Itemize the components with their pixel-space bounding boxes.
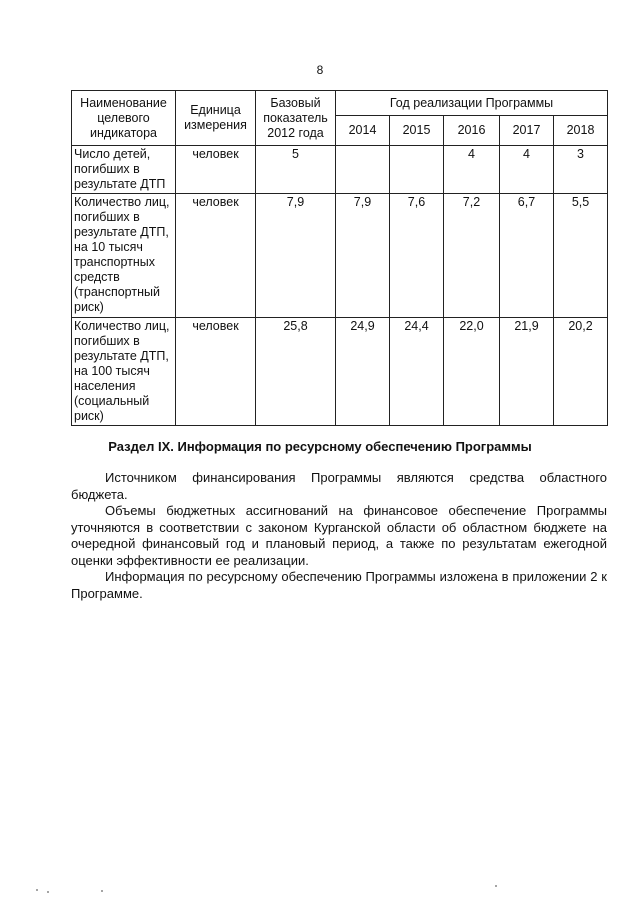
row-value-2016: 4 <box>444 146 500 194</box>
paragraph-funding-source: Источником финансирования Программы являются средства областного бюджета. <box>71 470 607 502</box>
row-value-2014 <box>336 146 390 194</box>
paragraph-appendix-reference: Информация по ресурсному обеспечению Программы изложена в приложении 2 к Программе. <box>71 569 607 601</box>
row-value-2017: 4 <box>500 146 554 194</box>
indicators-table <box>71 90 608 426</box>
header-year-2016: 2016 <box>444 116 500 146</box>
header-year-2017: 2017 <box>500 116 554 146</box>
table-row <box>72 194 608 318</box>
scan-speck <box>495 885 497 887</box>
section-body <box>71 470 607 602</box>
paragraph-budget-allocations: Объемы бюджетных ассигнований на финансовое обеспечение Программы уточняются в соответствии с законом Курганской области об областном бюджете на очередной финансовый год и плановый период, а также по результатам ежегодной оценки эффективности ее реализации. <box>71 503 607 568</box>
header-year-2014: 2014 <box>336 116 390 146</box>
row-value-2015: 24,4 <box>390 318 444 426</box>
table-row <box>72 318 608 426</box>
row-indicator-name: Число детей, погибших в результате ДТП <box>72 146 176 194</box>
header-indicator-name: Наименование целевого индикатора <box>72 91 176 146</box>
row-unit: человек <box>176 318 256 426</box>
header-year-2018: 2018 <box>554 116 608 146</box>
row-value-2014: 24,9 <box>336 318 390 426</box>
scan-speck <box>36 889 38 891</box>
row-value-2015: 7,6 <box>390 194 444 318</box>
row-value-2017: 6,7 <box>500 194 554 318</box>
row-value-2018: 3 <box>554 146 608 194</box>
scan-speck <box>101 890 103 892</box>
row-value-2018: 20,2 <box>554 318 608 426</box>
row-base-value: 25,8 <box>256 318 336 426</box>
row-unit: человек <box>176 146 256 194</box>
row-value-2017: 21,9 <box>500 318 554 426</box>
table-row <box>72 146 608 194</box>
row-indicator-name: Количество лиц, погибших в результате ДТП, на 100 тысяч населения (социальный риск) <box>72 318 176 426</box>
header-unit: Единица измерения <box>176 91 256 146</box>
row-value-2018: 5,5 <box>554 194 608 318</box>
row-value-2014: 7,9 <box>336 194 390 318</box>
row-value-2016: 7,2 <box>444 194 500 318</box>
row-base-value: 7,9 <box>256 194 336 318</box>
header-base-value: Базовый показатель 2012 года <box>256 91 336 146</box>
section-title: Раздел IX. Информация по ресурсному обеспечению Программы <box>108 439 532 454</box>
page-number: 8 <box>316 63 324 77</box>
row-value-2015 <box>390 146 444 194</box>
scan-speck <box>47 891 49 893</box>
row-base-value: 5 <box>256 146 336 194</box>
row-indicator-name: Количество лиц, погибших в результате ДТП, на 10 тысяч транспортных средств (транспортный риск) <box>72 194 176 318</box>
row-unit: человек <box>176 194 256 318</box>
header-year-2015: 2015 <box>390 116 444 146</box>
header-years-group: Год реализации Программы <box>336 91 608 116</box>
row-value-2016: 22,0 <box>444 318 500 426</box>
